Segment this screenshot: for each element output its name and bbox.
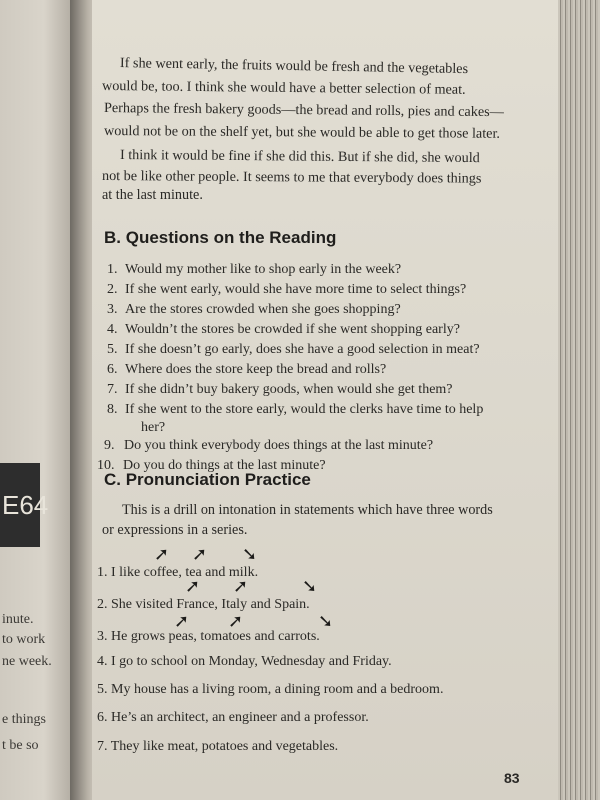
question-item: 8. If she went to the store early, would the clerks have time to help <box>107 402 484 417</box>
drill-sentence: 6. He’s an architect, an engineer and a professor. <box>97 710 369 725</box>
page-number: 83 <box>504 770 520 786</box>
intro-line: or expressions in a series. <box>102 522 248 538</box>
paragraph-line: at the last minute. <box>102 187 203 203</box>
left-page-fragment: e things <box>2 712 46 727</box>
north-east-arrow-icon: ➚ <box>174 611 190 632</box>
section-c-heading: C. Pronunciation Practice <box>104 470 311 489</box>
north-east-arrow-icon: ➚ <box>192 544 208 565</box>
question-item: 10. Do you do things at the last minute? <box>97 458 326 473</box>
intro-line: This is a drill on intonation in statements which have three words <box>122 502 493 518</box>
paragraph-line: would be, too. I think she would have a better selection of meat. <box>101 78 466 98</box>
question-item: 1. Would my mother like to shop early in the week? <box>107 262 402 277</box>
question-item: 7. If she didn’t buy bakery goods, when would she get them? <box>107 382 453 397</box>
exercise-tab: E64 <box>0 463 40 547</box>
paragraph-line: would not be on the shelf yet, but she would be able to get those later. <box>103 123 501 142</box>
left-page-fragment: t be so <box>2 738 39 753</box>
paragraph-line: If she went early, the fruits would be fresh and the vegetables <box>119 55 469 78</box>
question-item: 3. Are the stores crowded when she goes shopping? <box>107 302 401 317</box>
page-edges <box>558 0 600 800</box>
south-east-arrow-icon: ➘ <box>242 544 258 565</box>
drill-sentence: 3. He grows peas, tomatoes and carrots. <box>97 629 320 644</box>
question-item-continuation: her? <box>141 420 166 435</box>
drill-sentence: 4. I go to school on Monday, Wednesday and Friday. <box>97 654 392 669</box>
drill-sentence: 5. My house has a living room, a dining room and a bedroom. <box>97 682 444 697</box>
facing-left-page <box>0 0 80 800</box>
drill-sentence: 1. I like coffee, tea and milk. <box>97 565 259 580</box>
paragraph-line: Perhaps the fresh bakery goods—the bread and rolls, pies and cakes— <box>103 100 504 121</box>
paragraph-line: I think it would be fine if she did this. But if she did, she would <box>119 147 480 167</box>
right-page <box>92 0 560 800</box>
left-page-fragment: ne week. <box>2 654 52 669</box>
south-east-arrow-icon: ➘ <box>318 611 334 632</box>
north-east-arrow-icon: ➚ <box>228 611 244 632</box>
question-item: 9. Do you think everybody does things at the last minute? <box>104 438 434 453</box>
north-east-arrow-icon: ➚ <box>233 576 249 597</box>
north-east-arrow-icon: ➚ <box>154 544 170 565</box>
question-item: 5. If she doesn’t go early, does she have a good selection in meat? <box>107 342 480 357</box>
south-east-arrow-icon: ➘ <box>302 576 318 597</box>
drill-sentence: 2. She visited France, Italy and Spain. <box>97 597 310 612</box>
north-east-arrow-icon: ➚ <box>185 576 201 597</box>
left-page-fragment: inute. <box>2 612 34 627</box>
drill-sentence: 7. They like meat, potatoes and vegetables. <box>97 739 339 754</box>
section-b-heading: B. Questions on the Reading <box>104 228 337 247</box>
question-item: 6. Where does the store keep the bread and rolls? <box>107 362 387 377</box>
question-item: 2. If she went early, would she have more time to select things? <box>107 282 467 297</box>
paragraph-line: not be like other people. It seems to me that everybody does things <box>101 168 482 187</box>
question-item: 4. Wouldn’t the stores be crowded if she went shopping early? <box>107 322 460 337</box>
left-page-fragment: to work <box>2 632 46 647</box>
